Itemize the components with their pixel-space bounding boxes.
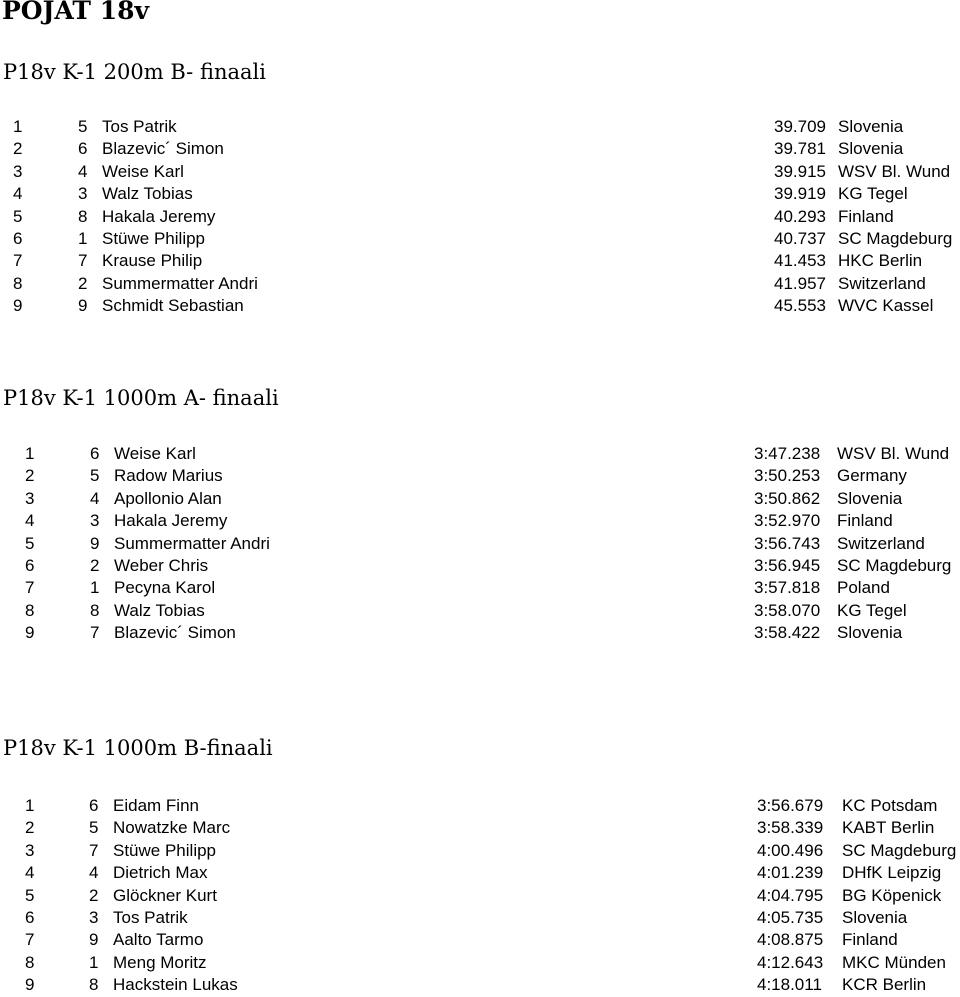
- club-country: KG Tegel: [837, 600, 907, 620]
- lane-cell: 2: [89, 885, 99, 905]
- lane-cell: 4: [89, 863, 99, 883]
- rank-cell: 2: [13, 139, 23, 159]
- finish-time: 3:50.862: [754, 488, 821, 508]
- athlete-name: Walz Tobias: [114, 600, 205, 620]
- finish-time: 4:01.239: [757, 863, 824, 883]
- athlete-name: Aalto Tarmo: [113, 930, 204, 950]
- lane-cell: 5: [78, 117, 88, 136]
- finish-time: 4:05.735: [757, 907, 824, 927]
- result-row: [0, 840, 960, 862]
- athlete-name: Summermatter Andri: [114, 533, 270, 553]
- result-row: [0, 295, 960, 317]
- finish-time: 41.453: [774, 251, 826, 271]
- finish-time: 3:56.743: [754, 533, 821, 553]
- section-title-1000m-b: P18v K-1 1000m B-finaali: [3, 736, 273, 760]
- result-row: [0, 138, 960, 160]
- rank-cell: 9: [25, 975, 35, 995]
- result-row: [0, 488, 960, 510]
- result-row: [0, 622, 960, 644]
- lane-cell: 8: [78, 206, 88, 226]
- lane-cell: 8: [90, 600, 100, 620]
- club-country: WSV Bl. Wund: [838, 161, 951, 181]
- result-row: [0, 273, 960, 295]
- lane-cell: 8: [89, 975, 99, 995]
- rank-cell: 6: [13, 228, 23, 248]
- club-country: Slovenia: [837, 623, 903, 643]
- rank-cell: 1: [13, 117, 23, 136]
- club-country: HKC Berlin: [838, 251, 923, 271]
- finish-time: 4:04.795: [757, 885, 824, 905]
- athlete-name: Walz Tobias: [102, 184, 193, 204]
- lane-cell: 7: [78, 251, 88, 271]
- club-country: WVC Kassel: [838, 296, 934, 316]
- result-row: [0, 250, 960, 272]
- athlete-name: Summermatter Andri: [102, 273, 258, 293]
- rank-cell: 7: [13, 251, 23, 271]
- result-row: [0, 817, 960, 839]
- athlete-name: Radow Marius: [114, 466, 223, 486]
- result-row: [0, 600, 960, 622]
- rank-cell: 3: [13, 161, 23, 181]
- finish-time: 4:00.496: [757, 840, 824, 860]
- rank-cell: 3: [25, 840, 35, 860]
- result-row: [0, 228, 960, 250]
- lane-cell: 6: [78, 139, 88, 159]
- athlete-name: Dietrich Max: [113, 863, 208, 883]
- result-row: [0, 929, 960, 951]
- result-row: [0, 555, 960, 577]
- club-country: Poland: [837, 578, 890, 598]
- rank-cell: 2: [25, 818, 35, 838]
- club-country: KC Potsdam: [842, 796, 938, 815]
- rank-cell: 8: [13, 273, 23, 293]
- finish-time: 3:58.422: [754, 623, 821, 643]
- finish-time: 3:58.070: [754, 600, 821, 620]
- lane-cell: 7: [89, 840, 99, 860]
- athlete-name: Krause Philip: [102, 251, 203, 271]
- athlete-name: Tos Patrik: [102, 117, 177, 136]
- athlete-name: Apollonio Alan: [114, 488, 222, 508]
- finish-time: 40.293: [774, 206, 826, 226]
- club-country: Slovenia: [837, 488, 903, 508]
- result-row: [0, 161, 960, 183]
- lane-cell: 9: [90, 533, 100, 553]
- results-table-1000m-a: [0, 443, 960, 645]
- lane-cell: 3: [78, 184, 88, 204]
- section-title-200m-b: P18v K-1 200m B- finaali: [3, 60, 266, 84]
- result-row: [0, 510, 960, 532]
- club-country: Germany: [837, 466, 907, 486]
- result-row: [0, 465, 960, 487]
- finish-time: 3:52.970: [754, 511, 821, 531]
- lane-cell: 5: [90, 466, 100, 486]
- lane-cell: 1: [89, 952, 99, 972]
- club-country: Finland: [842, 930, 898, 950]
- athlete-name: Schmidt Sebastian: [102, 296, 244, 316]
- rank-cell: 1: [25, 444, 35, 463]
- rank-cell: 9: [13, 296, 23, 316]
- club-country: Slovenia: [838, 117, 904, 136]
- rank-cell: 7: [25, 578, 35, 598]
- rank-cell: 4: [25, 511, 35, 531]
- rank-cell: 3: [25, 488, 35, 508]
- section-title-1000m-a: P18v K-1 1000m A- finaali: [3, 386, 279, 410]
- club-country: Switzerland: [838, 273, 926, 293]
- result-row: [0, 116, 960, 138]
- result-row: [0, 443, 960, 465]
- athlete-name: Hakala Jeremy: [102, 206, 216, 226]
- rank-cell: 2: [25, 466, 35, 486]
- lane-cell: 1: [90, 578, 100, 598]
- athlete-name: Weber Chris: [114, 555, 209, 575]
- lane-cell: 1: [78, 228, 88, 248]
- athlete-name: Weise Karl: [114, 444, 196, 463]
- finish-time: 3:56.945: [754, 555, 821, 575]
- finish-time: 40.737: [774, 228, 826, 248]
- finish-time: 4:12.643: [757, 952, 824, 972]
- club-country: BG Köpenick: [842, 885, 942, 905]
- athlete-name: Pecyna Karol: [114, 578, 216, 598]
- rank-cell: 4: [25, 863, 35, 883]
- lane-cell: 2: [78, 273, 88, 293]
- lane-cell: 3: [89, 907, 99, 927]
- club-country: WSV Bl. Wund: [837, 444, 950, 463]
- results-table-200m-b: [0, 116, 960, 318]
- athlete-name: Stüwe Philipp: [102, 228, 206, 248]
- rank-cell: 8: [25, 952, 35, 972]
- club-country: MKC Münden: [842, 952, 946, 972]
- club-country: SC Magdeburg: [837, 555, 952, 575]
- athlete-name: Weise Karl: [102, 161, 184, 181]
- athlete-name: Glöckner Kurt: [113, 885, 217, 905]
- finish-time: 41.957: [774, 273, 826, 293]
- page-heading: POJAT 18v: [2, 0, 150, 25]
- lane-cell: 9: [89, 930, 99, 950]
- lane-cell: 4: [90, 488, 100, 508]
- athlete-name: Meng Moritz: [113, 952, 207, 972]
- finish-time: 3:56.679: [757, 796, 824, 815]
- finish-time: 45.553: [774, 296, 826, 316]
- athlete-name: Blazevic´ Simon: [102, 139, 224, 159]
- club-country: Finland: [837, 511, 893, 531]
- athlete-name: Tos Patrik: [113, 907, 188, 927]
- athlete-name: Eidam Finn: [113, 796, 199, 815]
- finish-time: 39.919: [774, 184, 826, 204]
- finish-time: 3:50.253: [754, 466, 821, 486]
- rank-cell: 1: [25, 796, 35, 815]
- athlete-name: Hackstein Lukas: [113, 975, 238, 995]
- results-table-1000m-b: [0, 795, 960, 997]
- lane-cell: 6: [89, 796, 99, 815]
- finish-time: 4:08.875: [757, 930, 824, 950]
- club-country: Finland: [838, 206, 894, 226]
- club-country: SC Magdeburg: [842, 840, 957, 860]
- rank-cell: 8: [25, 600, 35, 620]
- lane-cell: 9: [78, 296, 88, 316]
- finish-time: 4:18.011: [757, 975, 822, 995]
- club-country: KCR Berlin: [842, 975, 927, 995]
- lane-cell: 5: [89, 818, 99, 838]
- rank-cell: 9: [25, 623, 35, 643]
- athlete-name: Nowatzke Marc: [113, 818, 231, 838]
- club-country: Slovenia: [842, 907, 908, 927]
- club-country: DHfK Leipzig: [842, 863, 942, 883]
- result-row: [0, 206, 960, 228]
- club-country: KABT Berlin: [842, 818, 935, 838]
- club-country: Switzerland: [837, 533, 925, 553]
- rank-cell: 4: [13, 184, 23, 204]
- lane-cell: 2: [90, 555, 100, 575]
- lane-cell: 3: [90, 511, 100, 531]
- rank-cell: 5: [13, 206, 23, 226]
- result-row: [0, 952, 960, 974]
- result-row: [0, 577, 960, 599]
- club-country: Slovenia: [838, 139, 904, 159]
- club-country: SC Magdeburg: [838, 228, 953, 248]
- result-row: [0, 183, 960, 205]
- result-row: [0, 862, 960, 884]
- athlete-name: Stüwe Philipp: [113, 840, 217, 860]
- finish-time: 3:57.818: [754, 578, 821, 598]
- finish-time: 3:58.339: [757, 818, 824, 838]
- result-row: [0, 795, 960, 817]
- lane-cell: 6: [90, 444, 100, 463]
- rank-cell: 5: [25, 885, 35, 905]
- lane-cell: 7: [90, 623, 100, 643]
- result-row: [0, 974, 960, 996]
- rank-cell: 7: [25, 930, 35, 950]
- finish-time: 39.709: [774, 117, 826, 136]
- finish-time: 39.915: [774, 161, 826, 181]
- rank-cell: 5: [25, 533, 35, 553]
- finish-time: 39.781: [774, 139, 826, 159]
- rank-cell: 6: [25, 555, 35, 575]
- result-row: [0, 533, 960, 555]
- result-row: [0, 907, 960, 929]
- finish-time: 3:47.238: [754, 444, 821, 463]
- rank-cell: 6: [25, 907, 35, 927]
- athlete-name: Blazevic´ Simon: [114, 623, 236, 643]
- club-country: KG Tegel: [838, 184, 908, 204]
- lane-cell: 4: [78, 161, 88, 181]
- athlete-name: Hakala Jeremy: [114, 511, 228, 531]
- result-row: [0, 885, 960, 907]
